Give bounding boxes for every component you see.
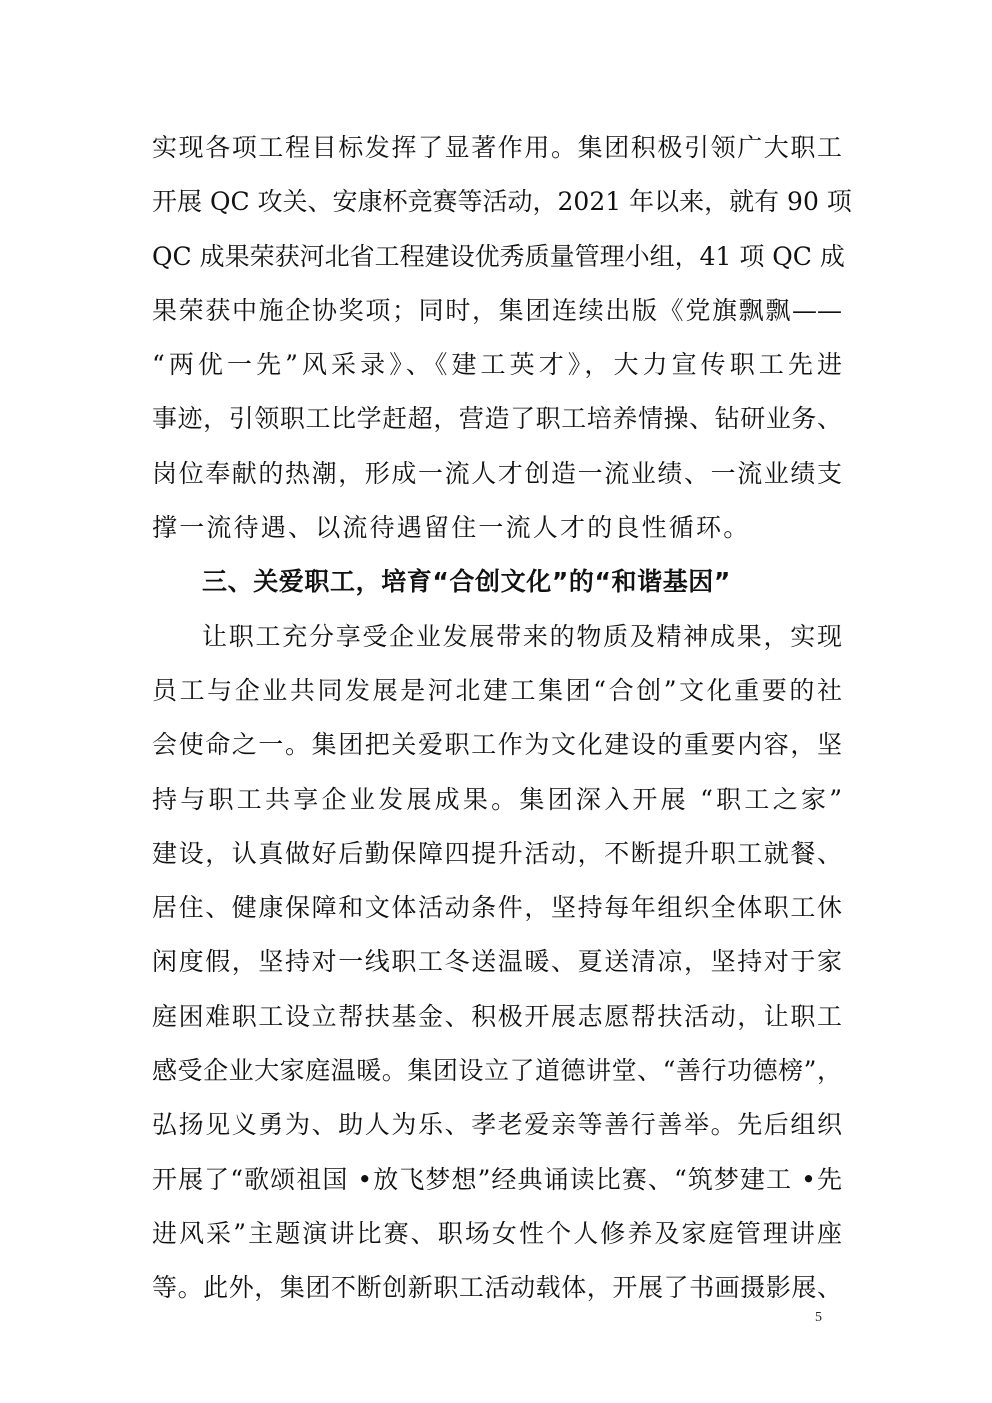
- text-line: 闲度假，坚持对一线职工冬送温暖、夏送清凉，坚持对于家: [152, 947, 842, 977]
- page-number: 5: [815, 1310, 822, 1325]
- text-line: 开展 QC 攻关、安康杯竞赛等活动，2021 年以来，就有 90 项: [152, 187, 852, 217]
- text-line: QC 成果荣获河北省工程建设优秀质量管理小组，41 项 QC 成: [152, 241, 845, 271]
- text-line: 事迹，引领职工比学赶超，营造了职工培养情操、钻研业务、: [152, 404, 842, 434]
- text-line: 会使命之一。集团把关爱职工作为文化建设的重要内容，坚: [152, 730, 842, 760]
- text-line: “两优一先”风采录》、《建工英才》，大力宣传职工先进: [152, 350, 842, 380]
- text-line: 持与职工共享企业发展成果。集团深入开展 “职工之家”: [152, 784, 842, 814]
- text-line: 实现各项工程目标发挥了显著作用。集团积极引领广大职工: [152, 133, 842, 162]
- document-body: [152, 121, 852, 1316]
- section-heading: 三、关爱职工，培育“合创文化”的“和谐基因”: [202, 567, 731, 597]
- text-line: 开展了“歌颂祖国 •放飞梦想”经典诵读比赛、“筑梦建工 •先: [152, 1164, 842, 1194]
- text-line: 让职工充分享受企业发展带来的物质及精神成果，实现: [202, 621, 842, 651]
- text-line: 果荣获中施企协奖项；同时，集团连续出版《党旗飘飘——: [152, 295, 842, 325]
- text-line: 感受企业大家庭温暖。集团设立了道德讲堂、“善行功德榜”，: [152, 1056, 842, 1086]
- text-line: 员工与企业共同发展是河北建工集团“合创”文化重要的社: [152, 675, 842, 705]
- text-line: 建设，认真做好后勤保障四提升活动，不断提升职工就餐、: [152, 838, 842, 868]
- text-line: 居住、健康保障和文体活动条件，坚持每年组织全体职工休: [152, 893, 842, 923]
- text-line: 进风采”主题演讲比赛、职场女性个人修养及家庭管理讲座: [152, 1218, 842, 1248]
- text-line: 岗位奉献的热潮，形成一流人才创造一流业绩、一流业绩支: [152, 458, 842, 488]
- text-line: 等。此外，集团不断创新职工活动载体，开展了书画摄影展、: [152, 1273, 842, 1303]
- text-line: 弘扬见义勇为、助人为乐、孝老爱亲等善行善举。先后组织: [152, 1110, 842, 1140]
- text-line: 撑一流待遇、以流待遇留住一流人才的良性循环。: [152, 513, 751, 543]
- text-line: 庭困难职工设立帮扶基金、积极开展志愿帮扶活动，让职工: [152, 1001, 842, 1031]
